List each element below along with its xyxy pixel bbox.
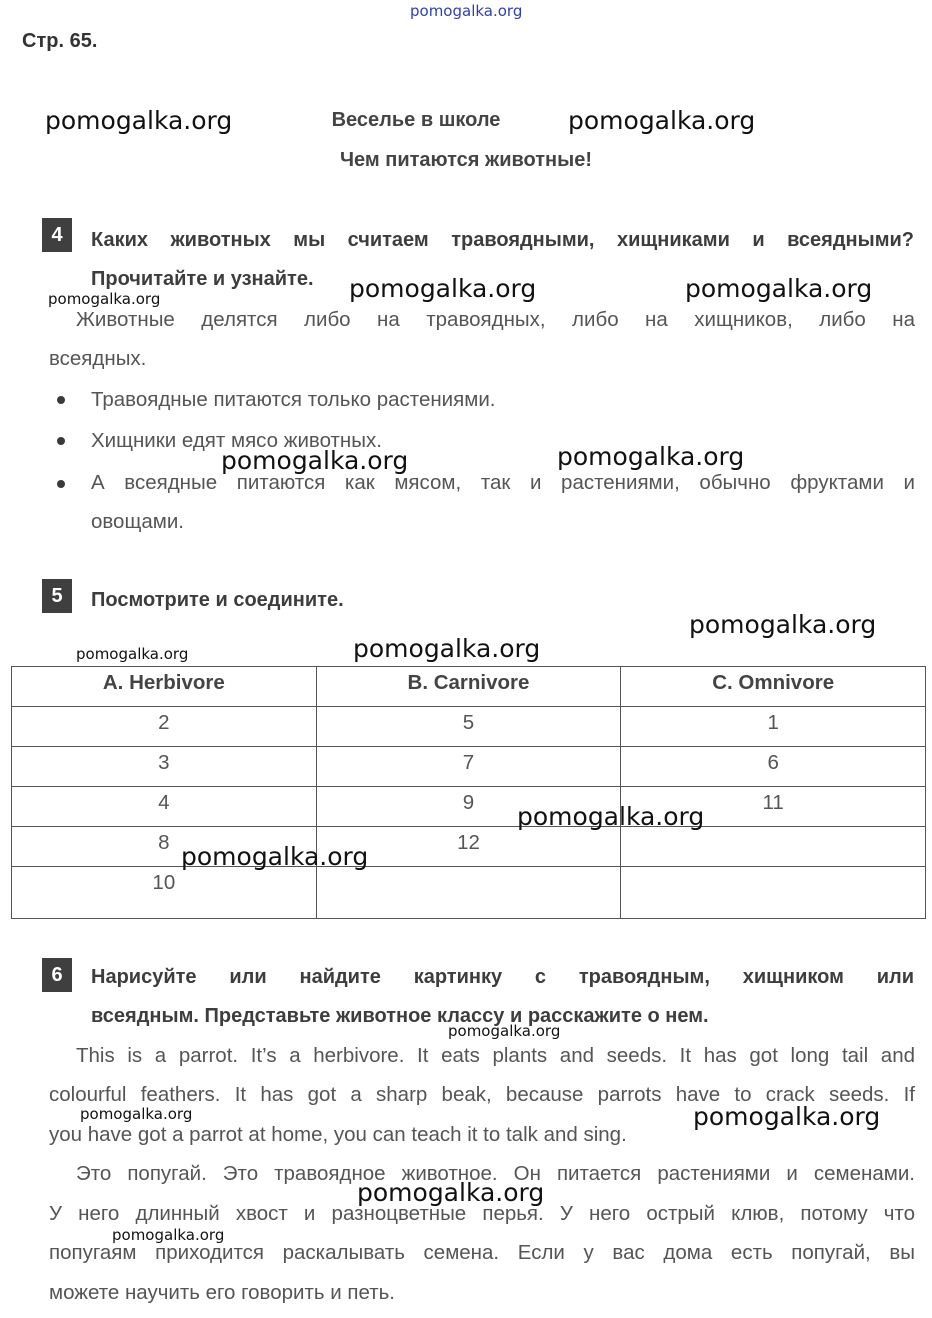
matching-table — [11, 666, 926, 919]
header-omnivore: C. Omnivore — [621, 667, 926, 707]
task-number-6: 6 — [42, 958, 72, 992]
header-carnivore: B. Carnivore — [316, 667, 621, 707]
bullet-item-carnivores: Хищники едят мясо животных. — [91, 429, 382, 452]
watermark: pomogalka.org — [76, 645, 189, 663]
table-cell: 6 — [621, 747, 926, 787]
bullet-dot — [57, 396, 65, 404]
table-cell — [621, 867, 926, 919]
russian-text-line3: попугаям приходится раскалывать семена. Если у вас дома есть попугай, вы — [49, 1241, 915, 1264]
watermark: pomogalka.org — [48, 290, 161, 308]
watermark-top: pomogalka.org — [410, 2, 523, 20]
watermark: pomogalka.org — [181, 842, 369, 871]
task4-question-line2: Прочитайте и узнайте. — [91, 268, 314, 290]
task6-question-line2: всеядным. Представьте животное классу и расскажите о нем. — [91, 1005, 709, 1027]
watermark: pomogalka.org — [689, 610, 877, 639]
watermark: pomogalka.org — [221, 446, 409, 475]
table-cell — [316, 867, 621, 919]
watermark: pomogalka.org — [568, 106, 756, 135]
table-header-row — [12, 667, 926, 707]
bullet-item-omnivores-line2: овощами. — [91, 510, 184, 533]
watermark: pomogalka.org — [557, 442, 745, 471]
table-row — [12, 867, 926, 919]
russian-text-line2: У него длинный хвост и разноцветные перья. У него острый клюв, потому что — [49, 1202, 915, 1225]
english-text-line2: colourful feathers. It has got a sharp beak, because parrots have to crack seeds. If — [49, 1083, 915, 1106]
table-row — [12, 827, 926, 867]
table-cell: 9 — [316, 787, 621, 827]
lesson-title: Чем питаются животные! — [340, 149, 592, 171]
russian-text-line1: Это попугай. Это травоядное животное. Он питается растениями и семенами. — [76, 1162, 915, 1185]
page-reference: Стр. 65. — [22, 30, 98, 52]
task4-intro-line1: Животные делятся либо на травоядных, либо на хищников, либо на — [76, 308, 915, 331]
bullet-item-omnivores-line1: А всеядные питаются как мясом, так и растениями, обычно фруктами и — [91, 471, 915, 494]
bullet-dot — [57, 437, 65, 445]
table-cell: 10 — [12, 867, 317, 919]
table-row — [12, 707, 926, 747]
section-title: Веселье в школе — [331, 109, 501, 131]
table-cell: 5 — [316, 707, 621, 747]
table-cell: 7 — [316, 747, 621, 787]
bullet-dot — [57, 480, 65, 488]
table-cell: 11 — [621, 787, 926, 827]
russian-text-line4: можете научить его говорить и петь. — [49, 1281, 395, 1304]
table-cell — [621, 827, 926, 867]
watermark: pomogalka.org — [448, 1022, 561, 1040]
header-herbivore: A. Herbivore — [12, 667, 317, 707]
watermark: pomogalka.org — [112, 1226, 225, 1244]
watermark: pomogalka.org — [685, 274, 873, 303]
task4-question-line1: Каких животных мы считаем травоядными, хищниками и всеядными? — [91, 229, 914, 251]
watermark: pomogalka.org — [693, 1102, 881, 1131]
watermark: pomogalka.org — [349, 274, 537, 303]
watermark: pomogalka.org — [80, 1105, 193, 1123]
watermark: pomogalka.org — [45, 106, 233, 135]
table-row — [12, 787, 926, 827]
task-number-4: 4 — [42, 218, 72, 252]
task4-intro-line2: всеядных. — [49, 347, 147, 370]
table-cell: 12 — [316, 827, 621, 867]
table-cell: 3 — [12, 747, 317, 787]
bullet-item-herbivores: Травоядные питаются только растениями. — [91, 388, 496, 411]
table-cell: 1 — [621, 707, 926, 747]
task6-question-line1: Нарисуйте или найдите картинку с травоядным, хищником или — [91, 966, 914, 988]
table-cell: 8 — [12, 827, 317, 867]
task-number-5: 5 — [42, 579, 72, 613]
table-row — [12, 747, 926, 787]
watermark: pomogalka.org — [517, 802, 705, 831]
watermark: pomogalka.org — [353, 634, 541, 663]
table-cell: 4 — [12, 787, 317, 827]
english-text-line3: you have got a parrot at home, you can teach it to talk and sing. — [49, 1123, 627, 1146]
watermark: pomogalka.org — [357, 1178, 545, 1207]
english-text-line1: This is a parrot. It’s a herbivore. It eats plants and seeds. It has got long tail and — [76, 1044, 915, 1067]
task5-instruction: Посмотрите и соедините. — [91, 589, 344, 611]
table-cell: 2 — [12, 707, 317, 747]
